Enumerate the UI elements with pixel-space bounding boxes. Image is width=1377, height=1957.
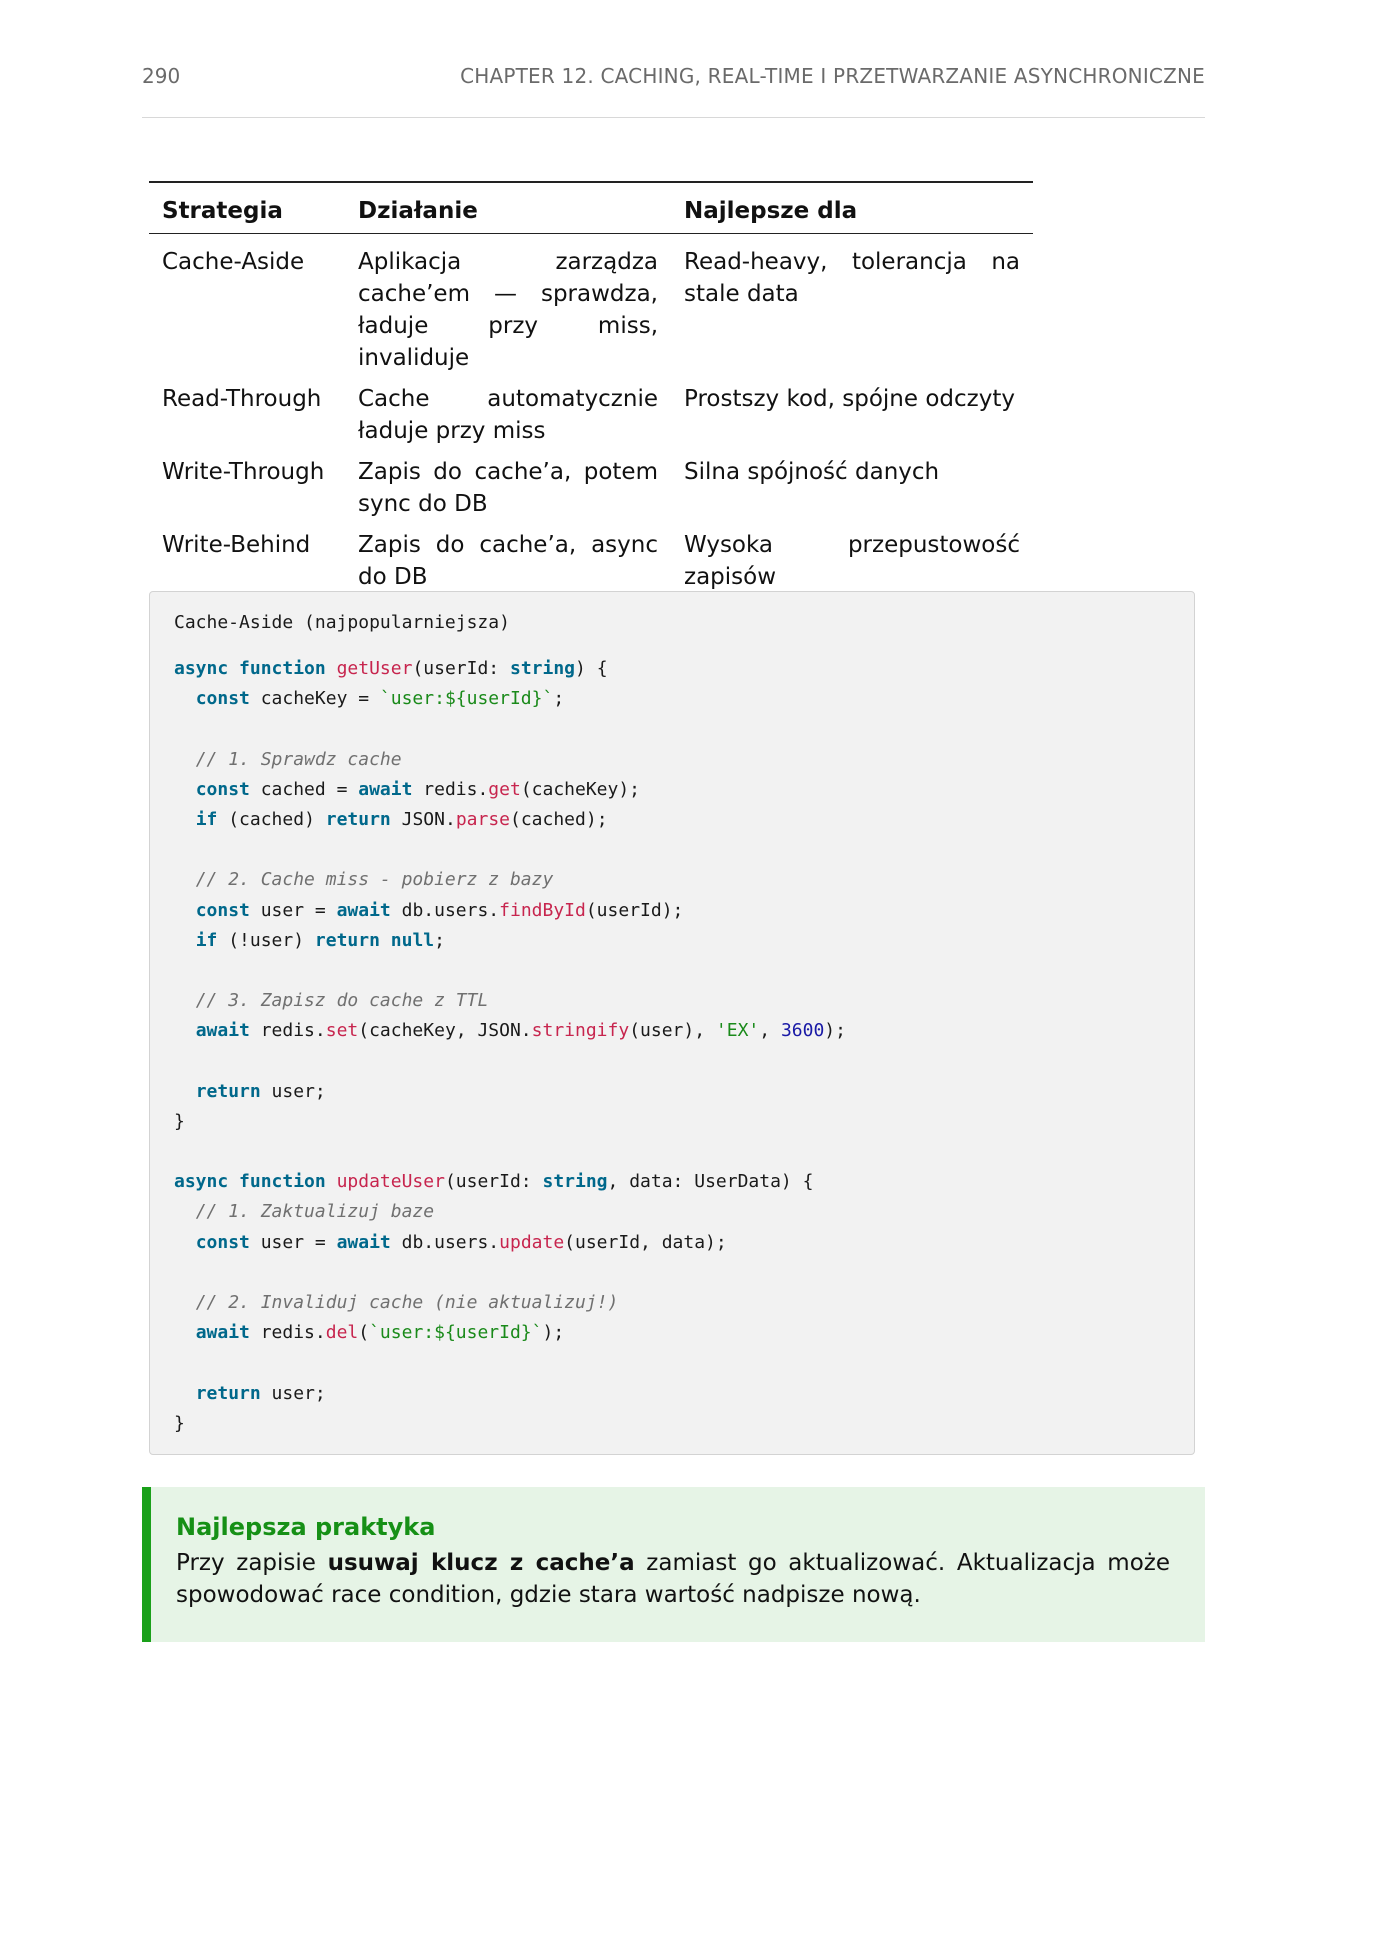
code-token: async	[174, 658, 229, 679]
code-token: // 1. Zaktualizuj baze	[195, 1201, 435, 1223]
code-token	[326, 1171, 337, 1192]
code-token: ) {	[575, 658, 608, 679]
code-token	[174, 1201, 196, 1222]
code-lines	[174, 654, 1170, 1439]
code-token: del	[325, 1322, 359, 1344]
code-block	[149, 591, 1195, 1455]
code-token: return	[195, 1382, 261, 1404]
column-header-best-for: Najlepsze dla	[684, 198, 858, 224]
code-token: // 2. Invaliduj cache (nie aktualizuj!)	[195, 1291, 619, 1313]
code-token: (cached)	[217, 808, 326, 830]
code-token: updateUser	[336, 1171, 445, 1193]
code-line	[174, 684, 1170, 714]
code-token	[228, 658, 239, 679]
code-token: parse	[455, 808, 510, 830]
code-token: db.users.	[390, 899, 500, 921]
code-token: user =	[249, 1231, 337, 1253]
code-token: (user),	[629, 1020, 716, 1042]
code-token: get	[488, 778, 521, 800]
code-token: , data: UserData) {	[607, 1171, 814, 1193]
code-token: (userId:	[412, 658, 510, 679]
callout-title: Najlepsza praktyka	[176, 1513, 436, 1541]
code-token: return	[325, 808, 391, 830]
table-cell: Cache automatycznie ładuje przy miss	[358, 386, 658, 444]
code-token: db.users.	[390, 1231, 500, 1253]
code-line	[174, 1016, 1170, 1046]
table-header-row	[149, 182, 1033, 234]
code-line	[174, 1288, 1170, 1318]
code-title: Cache-Aside (najpopularniejsza)	[174, 612, 510, 633]
code-token	[228, 1171, 239, 1192]
code-token: return	[314, 929, 380, 951]
table-cell: Silna spójność danych	[684, 459, 940, 485]
code-token: }	[174, 1412, 185, 1434]
code-token: const	[195, 899, 250, 921]
code-token: string	[542, 1171, 608, 1193]
table-row	[149, 456, 1033, 529]
code-token	[174, 1322, 196, 1343]
code-token: redis.	[249, 1020, 326, 1042]
code-token: cacheKey =	[249, 688, 380, 710]
code-token: (	[358, 1322, 370, 1344]
table-row	[149, 234, 1033, 384]
code-token: // 1. Sprawdz cache	[195, 748, 402, 770]
code-line	[174, 654, 1170, 684]
code-token: string	[509, 658, 576, 679]
code-token: await	[336, 1231, 391, 1253]
code-token: await	[195, 1322, 250, 1344]
page-header	[142, 64, 1205, 118]
code-token: 'EX'	[715, 1020, 760, 1042]
table-cell: Zapis do cache’a, async do DB	[358, 532, 658, 590]
code-line	[174, 1409, 1170, 1439]
code-token: const	[195, 1231, 250, 1253]
table-cell: Zapis do cache’a, potem sync do DB	[358, 459, 658, 517]
table-cell: Cache-Aside	[162, 249, 305, 275]
best-practice-callout	[142, 1487, 1205, 1642]
page-number: 290	[142, 64, 181, 88]
code-token: user;	[260, 1382, 326, 1404]
code-token: (userId, data);	[564, 1231, 727, 1253]
code-token: stringify	[531, 1020, 630, 1042]
code-token: findById	[499, 899, 586, 921]
code-token	[174, 1383, 196, 1404]
code-token: ;	[553, 688, 565, 710]
code-token: (cacheKey, JSON.	[358, 1020, 532, 1042]
code-line	[174, 986, 1170, 1016]
table-cell: Read-Through	[162, 386, 322, 412]
code-token: cached =	[249, 778, 359, 800]
code-token: await	[336, 899, 391, 921]
code-token: async	[174, 1171, 229, 1193]
code-line	[174, 714, 1170, 744]
code-line	[174, 956, 1170, 986]
code-token: 3600	[780, 1020, 825, 1042]
code-token	[174, 990, 196, 1011]
strategy-table	[149, 181, 1033, 605]
code-token	[174, 900, 196, 921]
code-token: getUser	[336, 658, 413, 679]
code-token: ,	[759, 1020, 781, 1042]
code-line	[174, 1228, 1170, 1258]
code-token: `user:${userId}`	[379, 688, 554, 710]
code-line	[174, 1318, 1170, 1348]
code-token: (userId:	[444, 1171, 543, 1193]
code-line	[174, 1167, 1170, 1197]
code-token	[174, 1292, 196, 1313]
code-line	[174, 896, 1170, 926]
code-line	[174, 1258, 1170, 1288]
code-token: user =	[249, 899, 337, 921]
code-token	[174, 869, 196, 890]
code-token: (!user)	[217, 929, 315, 951]
code-token: }	[174, 1110, 185, 1132]
code-line	[174, 865, 1170, 895]
table-cell: Write-Behind	[162, 532, 311, 558]
table-cell: Prostszy kod, spójne odczyty	[684, 386, 1015, 412]
callout-text-bold: usuwaj klucz z cache’a	[327, 1550, 635, 1576]
code-line	[174, 926, 1170, 956]
code-token: // 2. Cache miss - pobierz z bazy	[195, 869, 554, 891]
chapter-title: CHAPTER 12. CACHING, REAL-TIME I PRZETWARZANIE ASYNCHRONICZNE	[460, 64, 1205, 88]
column-header-strategy: Strategia	[162, 198, 283, 224]
code-line	[174, 1137, 1170, 1167]
code-line	[174, 805, 1170, 835]
code-token	[174, 1232, 196, 1253]
code-line	[174, 1379, 1170, 1409]
code-token: (userId);	[585, 899, 684, 921]
code-token: (cacheKey);	[520, 778, 641, 800]
callout-text-before: Przy zapisie	[176, 1550, 328, 1576]
code-line	[174, 745, 1170, 775]
code-token: function	[239, 658, 326, 679]
code-token: redis.	[249, 1322, 326, 1344]
code-token: // 3. Zapisz do cache z TTL	[195, 990, 489, 1012]
code-token: return	[195, 1080, 261, 1102]
table-cell: Aplikacja zarządza cache’em — sprawdza, ładuje przy miss, invaliduje	[358, 249, 658, 371]
code-token: const	[195, 688, 250, 710]
code-token: set	[325, 1020, 359, 1042]
code-token	[174, 749, 196, 770]
code-token: await	[358, 778, 413, 800]
code-token: redis.	[412, 778, 489, 800]
code-line	[174, 1046, 1170, 1076]
code-token: `user:${userId}`	[369, 1322, 543, 1344]
code-token: );	[542, 1322, 565, 1344]
code-token: if	[195, 929, 218, 951]
code-token: user;	[260, 1080, 326, 1102]
code-token: (cached);	[510, 808, 608, 830]
code-token	[174, 930, 196, 951]
code-token: await	[195, 1020, 250, 1042]
code-token	[326, 658, 337, 679]
table-cell: Write-Through	[162, 459, 325, 485]
callout-text-after: zamiast go aktualizować. Aktualizacja może spowodować race condition, gdzie stara wartość nadpisze nową.	[176, 1550, 1170, 1608]
code-line	[174, 1077, 1170, 1107]
code-token: ;	[434, 929, 445, 951]
code-token: null	[390, 929, 435, 951]
code-token: JSON.	[390, 808, 456, 830]
callout-text	[176, 1547, 1170, 1611]
code-token	[174, 809, 196, 830]
code-token: const	[195, 778, 250, 800]
code-line	[174, 1348, 1170, 1378]
code-token: update	[499, 1231, 565, 1253]
table-row	[149, 383, 1033, 456]
code-line	[174, 775, 1170, 805]
table-cell: Read-heavy, tolerancja na stale data	[684, 249, 1020, 307]
code-token	[380, 930, 391, 951]
code-token: );	[824, 1020, 846, 1042]
code-token: function	[239, 1171, 326, 1193]
table-cell: Wysoka przepustowość zapisów	[684, 532, 1020, 590]
column-header-action: Działanie	[358, 198, 478, 224]
code-token	[174, 688, 196, 709]
code-token	[174, 779, 196, 800]
code-token	[174, 1020, 196, 1041]
code-token: if	[195, 808, 218, 830]
code-token	[174, 1081, 196, 1102]
code-line	[174, 1107, 1170, 1137]
code-line	[174, 835, 1170, 865]
code-line	[174, 1197, 1170, 1227]
